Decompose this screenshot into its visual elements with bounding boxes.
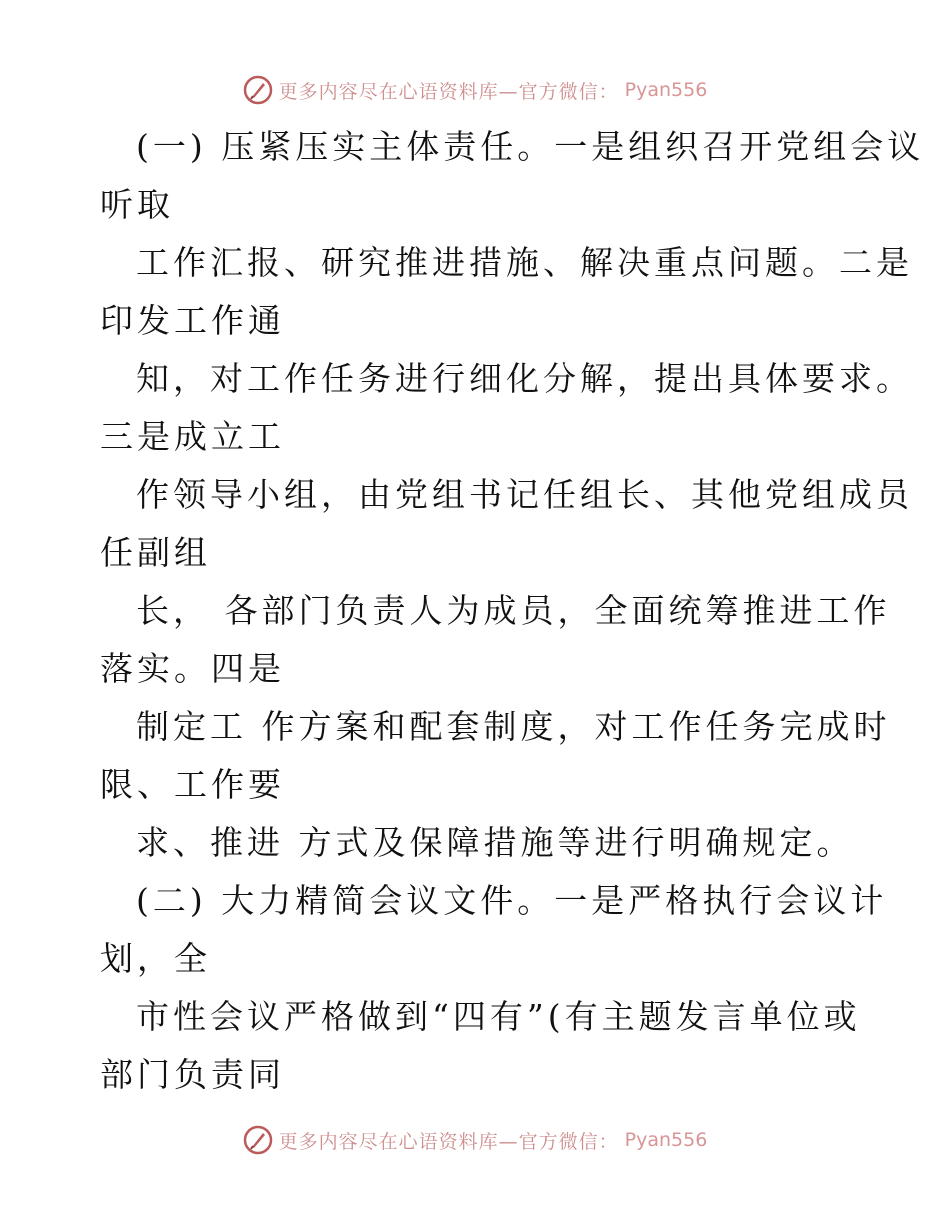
watermark-wechat-id: Pyan556 — [624, 1129, 708, 1151]
text-line: 听取 — [100, 185, 174, 224]
text-line: 作领导小组，由党组书记任组长、其他党组成员 — [136, 475, 913, 514]
quill-pen-logo-icon — [243, 75, 273, 105]
text-line: 求、推进 方式及保障措施等进行明确规定。 — [136, 823, 854, 862]
text-line: 划，全 — [100, 939, 211, 978]
text-line: (一) 压紧压实主体责任。一是组织召开党组会议 — [136, 127, 925, 166]
footer-watermark — [0, 1122, 950, 1158]
text-line: 市性会议严格做到“四有”(有主题发言单位或 — [136, 997, 861, 1036]
text-line: 落实。四是 — [100, 649, 285, 688]
text-line: (二) 大力精简会议文件。一是严格执行会议计 — [136, 881, 888, 920]
text-line: 长， 各部门负责人为成员，全面统筹推进工作 — [136, 591, 891, 630]
watermark-text: 更多内容尽在心语资料库—官方微信： — [278, 1130, 619, 1153]
quill-pen-logo-icon — [243, 1125, 273, 1155]
text-line: 三是成立工 — [100, 417, 285, 456]
watermark-text: 更多内容尽在心语资料库—官方微信： — [278, 80, 619, 103]
text-line: 工作汇报、研究推进措施、解决重点问题。二是 — [136, 243, 913, 282]
header-watermark — [0, 72, 950, 108]
text-line: 限、工作要 — [100, 765, 285, 804]
document-body — [100, 118, 925, 1104]
text-line: 印发工作通 — [100, 301, 285, 340]
text-line: 任副组 — [100, 533, 211, 572]
watermark-wechat-id: Pyan556 — [624, 79, 708, 101]
text-line: 制定工 作方案和配套制度，对工作任务完成时 — [136, 707, 891, 746]
text-line: 部门负责同 — [100, 1055, 285, 1094]
text-line: 知，对工作任务进行细化分解，提出具体要求。 — [136, 359, 913, 398]
